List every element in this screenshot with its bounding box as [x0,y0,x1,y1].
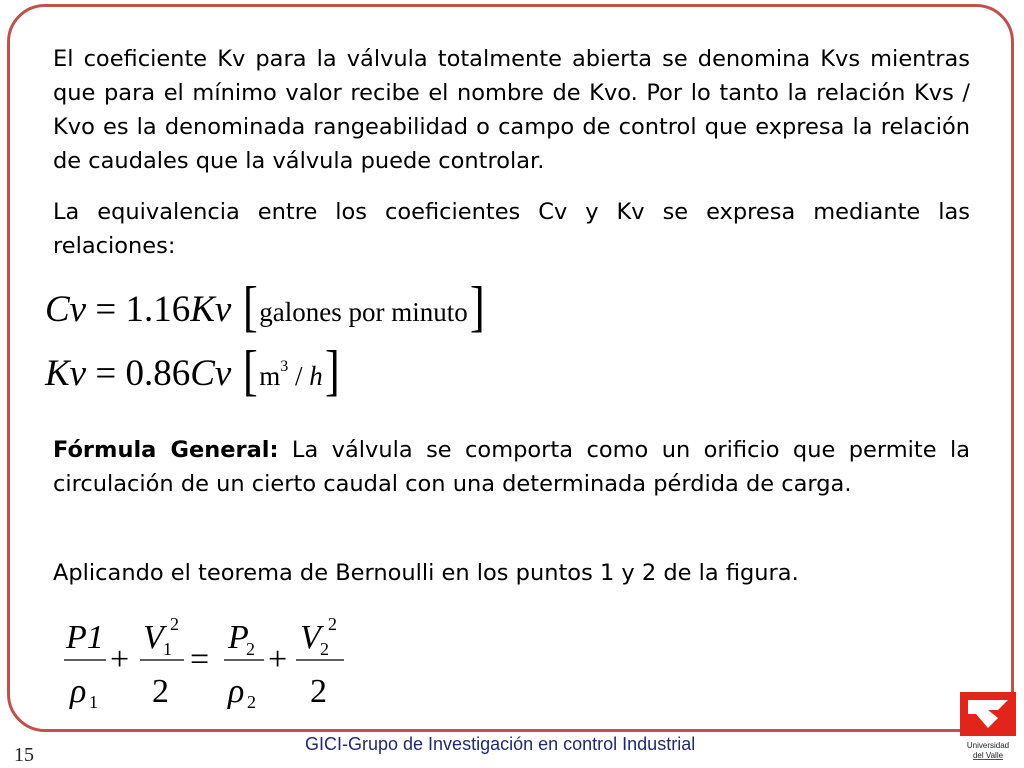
bern-t3-num-sub: 2 [246,639,255,659]
eq2-lhs: Kv [45,353,87,394]
eq2-unit-base: m [259,361,281,391]
paragraph-formula-general [53,433,970,501]
bern-equals: = [190,641,210,678]
bern-t4-num-sup: 2 [328,614,337,634]
eq2-coef: 0.86 [125,353,191,394]
eq1-bracket-open: [ [242,276,258,338]
univalle-logo [958,690,1018,768]
eq2-op: = [95,353,117,394]
bern-t3-den-sub: 2 [247,692,256,712]
logo-text-line2: del Valle [972,751,1004,760]
equation-cv [45,276,486,338]
bern-plus-2: + [268,641,288,678]
eq2-var: Cv [190,353,232,394]
bern-t1-den-sub: 1 [89,692,98,712]
eq1-op: = [95,289,117,330]
eq2-unit-h: h [309,361,323,391]
page-number: 15 [14,744,34,766]
paragraph-equivalence: La equivalencia entre los coeficientes Cv y Kv se expresa mediante las relaciones: [53,199,970,259]
eq2-bracket-close: ] [324,340,340,402]
bern-plus-1: + [110,641,130,678]
paragraph-bernoulli: Aplicando el teorema de Bernoulli en los puntos 1 y 2 de la figura. [53,560,799,586]
bern-t4-num-sub: 2 [320,639,329,659]
bern-t3-den: ρ [228,673,245,710]
bern-t1-num: P1 [66,619,104,656]
eq1-coef: 1.16 [125,289,191,330]
footer-group-name: GICI-Grupo de Investigación en control Industrial [305,734,696,754]
bern-t1-den: ρ [70,673,87,710]
logo-text-line1: Universidad [966,741,1010,750]
eq2-unit-exp: 3 [280,358,289,375]
eq1-bracket-close: ] [469,276,485,338]
bern-t2-den: 2 [152,673,169,710]
formula-general-text: La válvula se comporta como un orificio que permite la circulación de un cierto caudal con una determinada pérdida de carga. [53,437,971,497]
bern-t3-num: P [228,619,249,656]
eq2-unit-slash: / [288,361,310,391]
equation-kv [45,342,341,401]
eq1-lhs: Cv [45,289,87,330]
bern-t4-num: V [300,619,321,656]
bern-t4-den: 2 [310,673,327,710]
bern-t2-num-sup: 2 [170,614,179,634]
formula-general-heading: Fórmula General: [53,437,279,463]
eq1-unit: galones por minuto [259,297,468,327]
eq2-bracket-open: [ [242,340,258,402]
bern-t2-num: V [143,619,164,656]
bern-t2-num-sub: 1 [163,639,172,659]
eq1-var: Kv [190,289,232,330]
paragraph-kvs-kvo: El coeficiente Kv para la válvula totalmente abierta se denomina Kvs mientras que para el mínimo valor recibe el nombre de Kvo. Por lo tanto la relación Kvs / Kvo es la denominada rangeabilidad o campo de control que expresa la relación de caudales que la válvula puede controlar. [53,46,970,174]
bernoulli-equation [60,612,360,722]
